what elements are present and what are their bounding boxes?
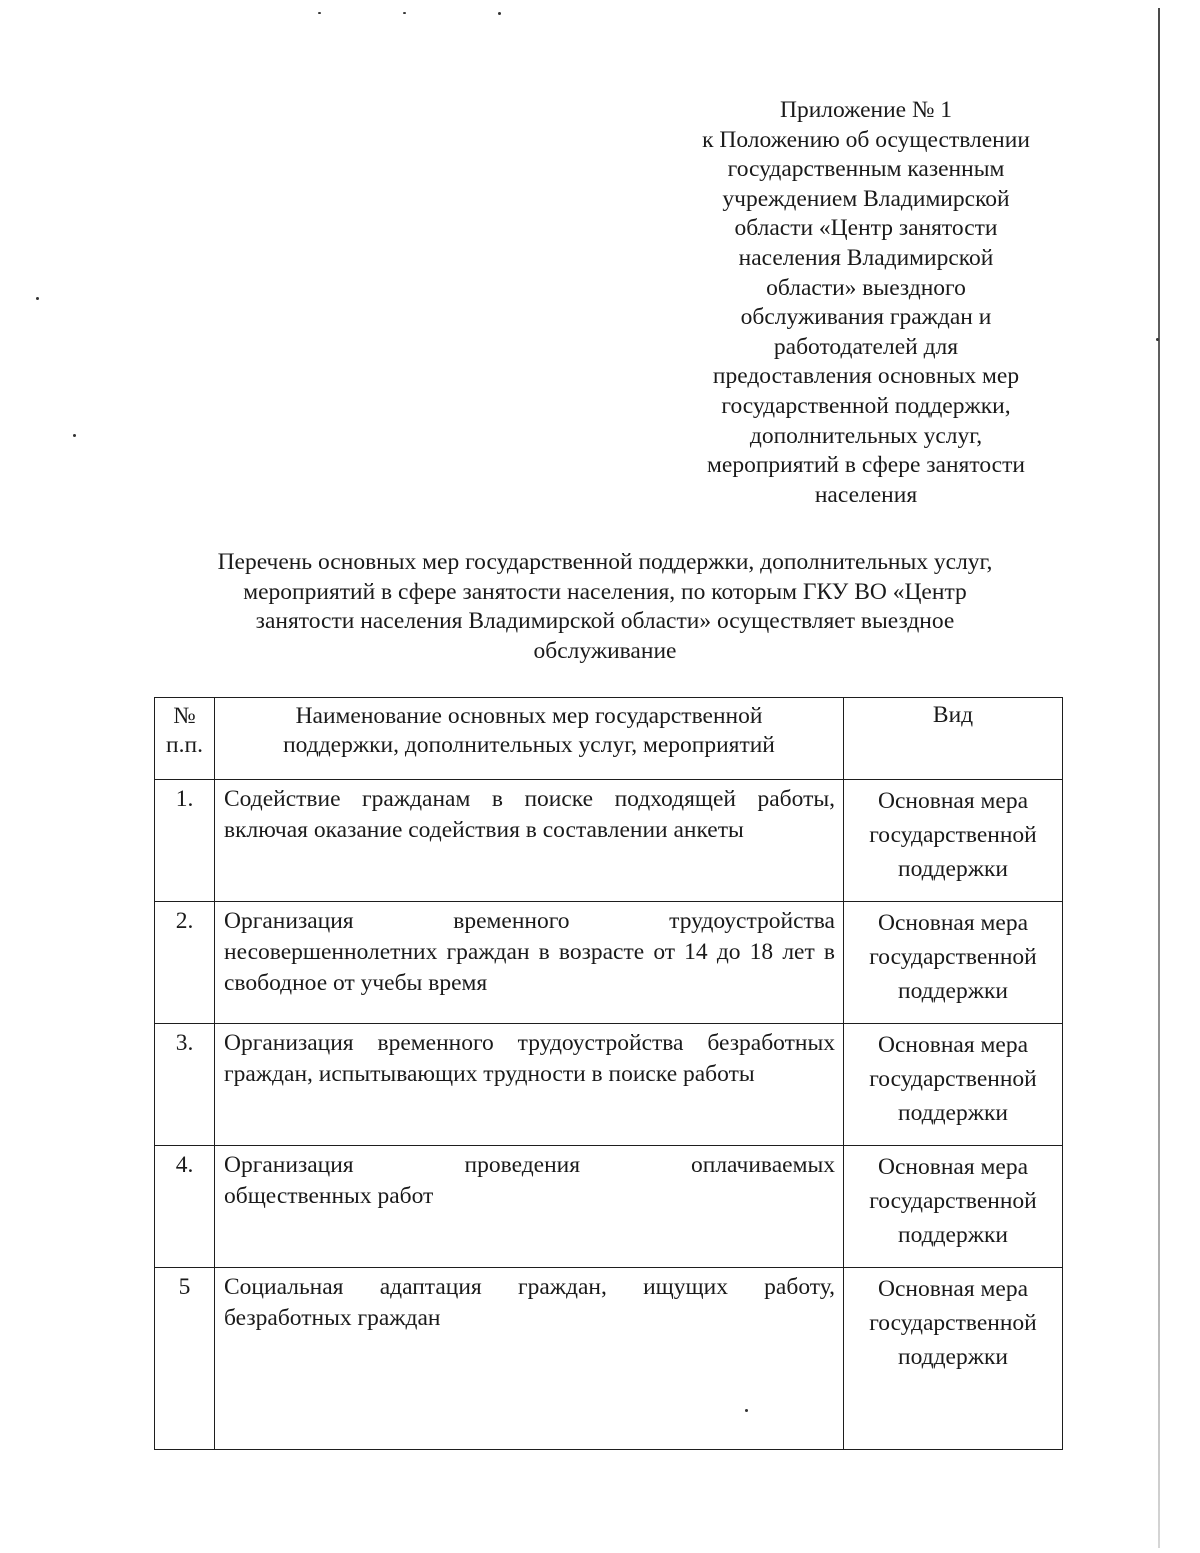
appendix-line: Приложение № 1 bbox=[779, 97, 953, 123]
measure-name-line: Организация проведения оплачиваемых bbox=[224, 1152, 835, 1178]
appendix-line: работодателей для bbox=[773, 333, 959, 360]
row-measure-name: Организация временного трудоустройства несовершеннолетних граждан в возрасте от 14 до 18 лет в свободное от учебы время bbox=[215, 902, 844, 1024]
appendix-line: области «Центр занятости bbox=[734, 215, 998, 242]
kind-line: Основная мера bbox=[878, 1032, 1028, 1058]
kind-line: поддержки bbox=[898, 1344, 1008, 1370]
header-measure-name bbox=[215, 698, 844, 780]
title-line: занятости населения Владимирской области» осуществляет выездное bbox=[255, 608, 955, 634]
row-kind bbox=[844, 780, 1063, 902]
scan-speck bbox=[1156, 338, 1159, 341]
row-number: 5 bbox=[155, 1268, 215, 1450]
row-kind bbox=[844, 902, 1063, 1024]
appendix-line: учреждением Владимирской bbox=[722, 185, 1010, 212]
header-name-line: Наименование основных мер государственной bbox=[295, 703, 763, 729]
row-measure-name bbox=[215, 1268, 844, 1450]
appendix-line: государственной поддержки, bbox=[721, 392, 1011, 419]
row-number: 2. bbox=[155, 902, 215, 1024]
header-name-line: поддержки, дополнительных услуг, мероприятий bbox=[283, 732, 775, 758]
appendix-line: дополнительных услуг, bbox=[749, 422, 983, 449]
scan-speck bbox=[318, 12, 321, 14]
appendix-line: мероприятий в сфере занятости bbox=[707, 452, 1025, 479]
kind-line: поддержки bbox=[898, 978, 1008, 1004]
kind-line: государственной bbox=[869, 1188, 1037, 1214]
kind-line: поддержки bbox=[898, 1222, 1008, 1248]
row-measure-name bbox=[215, 1146, 844, 1268]
kind-line: поддержки bbox=[898, 856, 1008, 882]
kind-line: государственной bbox=[869, 944, 1037, 970]
scan-speck bbox=[498, 12, 501, 15]
scan-speck bbox=[36, 297, 39, 300]
document-title bbox=[150, 548, 1060, 666]
table-row bbox=[155, 780, 1063, 902]
appendix-line: области» выездного bbox=[766, 274, 966, 301]
kind-line: Основная мера bbox=[878, 788, 1028, 814]
title-line: Перечень основных мер государственной поддержки, дополнительных услуг, bbox=[217, 549, 993, 575]
table-row bbox=[155, 1146, 1063, 1268]
row-kind bbox=[844, 1268, 1063, 1450]
row-number: 3. bbox=[155, 1024, 215, 1146]
header-number-line: № bbox=[173, 703, 196, 729]
kind-line: Основная мера bbox=[878, 910, 1028, 936]
appendix-line: населения bbox=[814, 481, 918, 508]
kind-line: Основная мера bbox=[878, 1276, 1028, 1302]
kind-line: государственной bbox=[869, 822, 1037, 848]
title-line: обслуживание bbox=[533, 637, 677, 664]
kind-line: государственной bbox=[869, 1066, 1037, 1092]
table-row bbox=[155, 1268, 1063, 1450]
table-row bbox=[155, 902, 1063, 1024]
scan-edge-line bbox=[1158, 8, 1160, 1548]
appendix-line: обслуживания граждан и bbox=[740, 304, 992, 331]
row-kind bbox=[844, 1146, 1063, 1268]
scan-speck bbox=[73, 434, 76, 437]
appendix-line: государственным казенным bbox=[727, 156, 1005, 183]
header-number-line: п.п. bbox=[166, 732, 203, 758]
row-number: 4. bbox=[155, 1146, 215, 1268]
kind-line: поддержки bbox=[898, 1100, 1008, 1126]
table-header-row bbox=[155, 698, 1063, 780]
appendix-header bbox=[670, 96, 1062, 510]
row-measure-name: Содействие гражданам в поиске подходящей работы, включая оказание содействия в составлении анкеты bbox=[215, 780, 844, 902]
measures-table bbox=[154, 697, 1063, 1450]
header-kind: Вид bbox=[844, 698, 1063, 780]
title-line: мероприятий в сфере занятости населения, по которым ГКУ ВО «Центр bbox=[243, 578, 967, 605]
appendix-line: предоставления основных мер bbox=[712, 363, 1020, 390]
kind-line: Основная мера bbox=[878, 1154, 1028, 1180]
measure-name-line: общественных работ bbox=[224, 1183, 434, 1209]
scan-speck bbox=[403, 12, 406, 14]
kind-line: государственной bbox=[869, 1310, 1037, 1336]
row-number: 1. bbox=[155, 780, 215, 902]
row-kind bbox=[844, 1024, 1063, 1146]
header-number bbox=[155, 698, 215, 780]
appendix-line: к Положению об осуществлении bbox=[702, 126, 1030, 153]
row-measure-name: Организация временного трудоустройства безработных граждан, испытывающих трудности в поиске работы bbox=[215, 1024, 844, 1146]
table-row bbox=[155, 1024, 1063, 1146]
measure-name-line: безработных граждан bbox=[224, 1305, 441, 1331]
measure-name-line: Социальная адаптация граждан, ищущих работу, bbox=[224, 1274, 835, 1300]
appendix-line: населения Владимирской bbox=[738, 244, 994, 271]
